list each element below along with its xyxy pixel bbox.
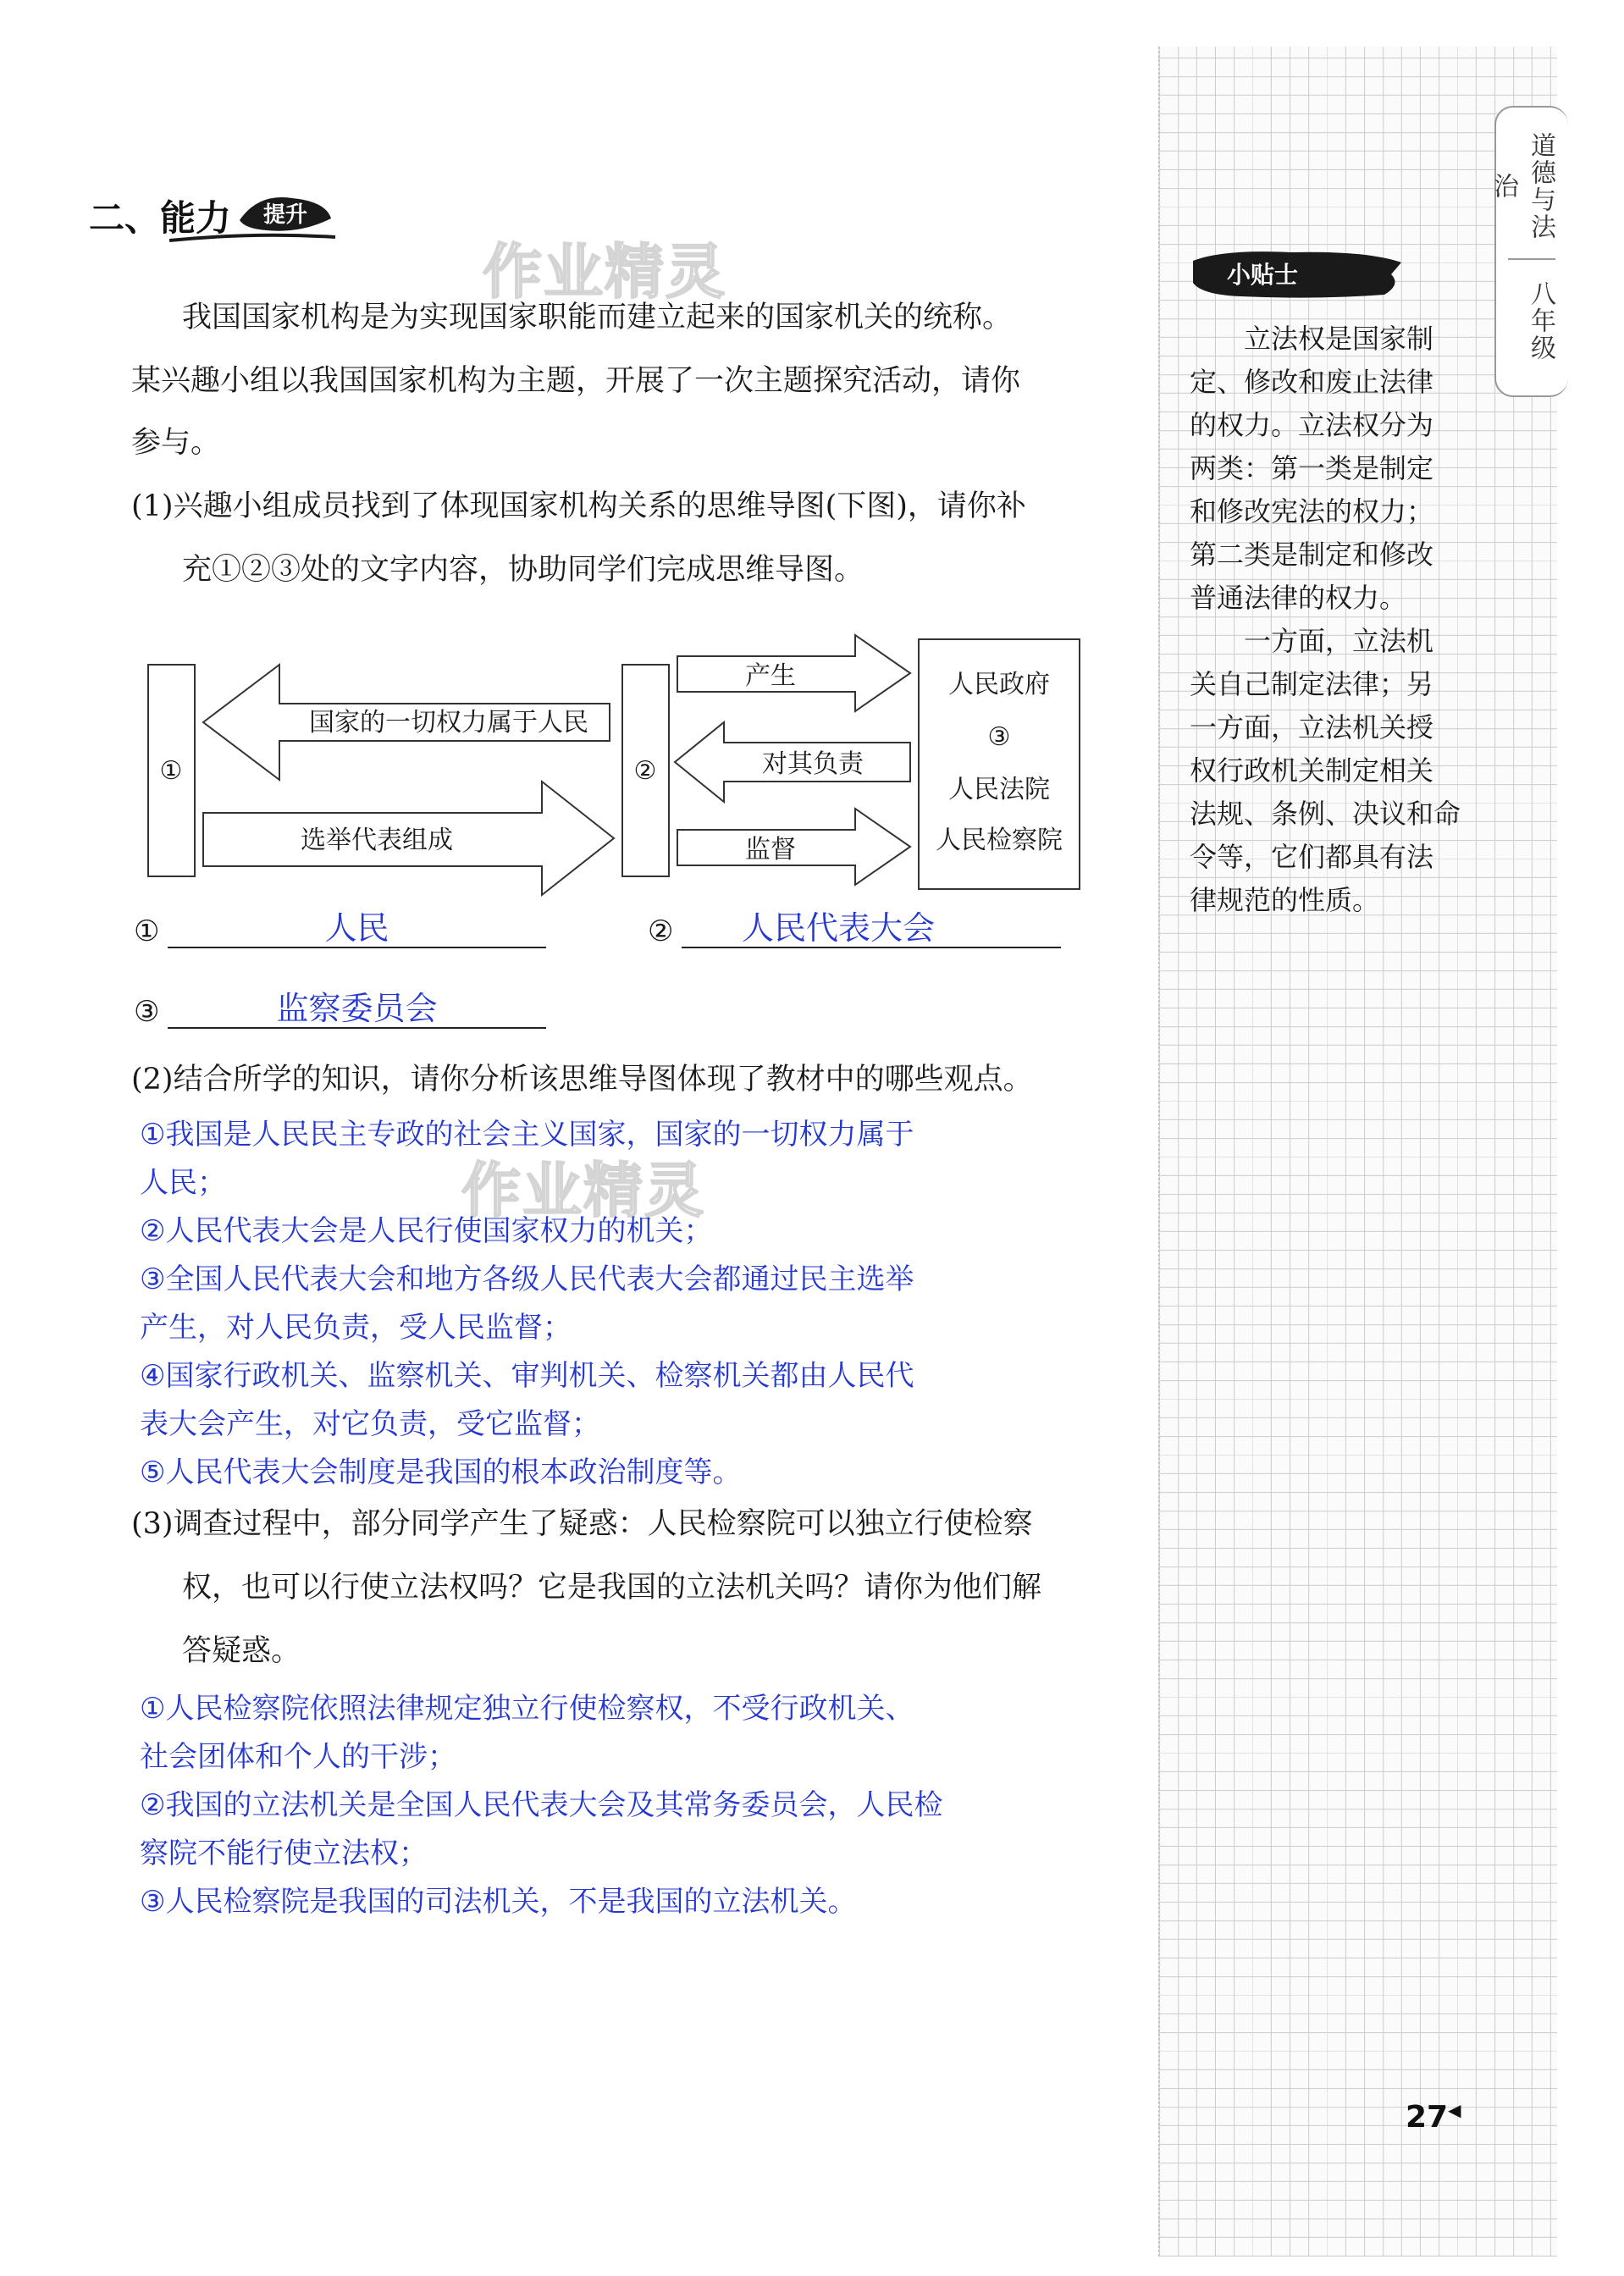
- q3-answer-line-2: 社会团体和个人的干涉；: [140, 1740, 456, 1774]
- box-1-label: ①: [159, 756, 183, 786]
- q1-line-1: (1)兴趣小组成员找到了体现国家机构关系的思维导图(下图)，请你补: [131, 489, 1026, 523]
- q3-line-1: (3)调查过程中，部分同学产生了疑惑：人民检察院可以独立行使检察: [131, 1507, 1033, 1541]
- arrow-supervise-label: 监督: [745, 835, 796, 865]
- page-number-value: 27: [1406, 2100, 1449, 2135]
- fill-answer-3: 监察委员会: [276, 990, 438, 1027]
- tab-separator: [1508, 258, 1555, 260]
- q3-line-3: 答疑惑。: [182, 1634, 301, 1668]
- heading-swoosh: [169, 229, 339, 246]
- organ-placeholder-3: ③: [987, 722, 1011, 752]
- arrow-produce-label: 产生: [745, 661, 796, 691]
- fill-label-2: ②: [648, 914, 674, 948]
- box-2-label: ②: [633, 756, 657, 786]
- organ-government: 人民政府: [948, 670, 1050, 699]
- q2-answer-line-1: ①我国是人民民主专政的社会主义国家，国家的一切权力属于: [140, 1118, 914, 1152]
- intro-line-2: 某兴趣小组以我国国家机构为主题，开展了一次主题探究活动，请你: [131, 364, 1021, 398]
- q2-question: (2)结合所学的知识，请你分析该思维导图体现了教材中的哪些观点。: [131, 1063, 1033, 1097]
- q2-answer-line-3: ②人民代表大会是人民行使国家权力的机关；: [140, 1214, 713, 1248]
- tip-body: [1190, 318, 1469, 922]
- tip-p2-line-7: 律规范的性质。: [1190, 884, 1380, 916]
- tip-p2-line-2: 关自己制定法律；另: [1190, 668, 1434, 700]
- tip-p1-line-2: 定、修改和废止法律: [1190, 366, 1434, 398]
- tip-p2-line-5: 法规、条例、决议和命: [1190, 798, 1461, 830]
- tip-p1-line-6: 第二类是制定和修改: [1190, 539, 1434, 571]
- sidebar-tab: [1489, 106, 1568, 397]
- q1-line-2: 充①②③处的文字内容，协助同学们完成思维导图。: [182, 553, 864, 587]
- q2-answer-line-7: 表大会产生，对它负责，受它监督；: [140, 1407, 600, 1441]
- tip-p1-line-3: 的权力。立法权分为: [1190, 409, 1434, 441]
- mind-map-diagram: [140, 631, 1101, 902]
- section-badge-text: 提升: [262, 202, 308, 228]
- section-heading: 二、能力: [89, 197, 232, 239]
- tip-p2-line-6: 令等，它们都具有法: [1190, 841, 1434, 873]
- arrow-responsible-label: 对其负责: [762, 749, 864, 779]
- fill-answer-2: 人民代表大会: [741, 909, 935, 947]
- arrow-power-label: 国家的一切权力属于人民: [309, 708, 588, 737]
- tip-p1-line-4: 两类：第一类是制定: [1190, 452, 1434, 484]
- fill-label-1: ①: [134, 914, 160, 948]
- q3-line-2: 权，也可以行使立法权吗？它是我国的立法机关吗？请你为他们解: [182, 1571, 1042, 1605]
- tip-title-text: 小贴士: [1226, 261, 1299, 289]
- fill-label-3: ③: [134, 995, 160, 1029]
- tip-p1-line-1: 立法权是国家制: [1244, 323, 1434, 355]
- q2-answer-line-8: ⑤人民代表大会制度是我国的根本政治制度等。: [140, 1456, 742, 1489]
- page-number: [1406, 2100, 1461, 2135]
- tip-p1-line-5: 和修改宪法的权力；: [1190, 495, 1434, 528]
- q2-answer-line-2: 人民；: [140, 1166, 226, 1200]
- watermark-middle: 作业精灵: [461, 1156, 705, 1225]
- page-marker-icon: ◀: [1448, 2100, 1461, 2120]
- arrow-elect-label: 选举代表组成: [301, 826, 453, 855]
- tip-p2-line-3: 一方面，立法机关授: [1190, 711, 1434, 743]
- watermark-top: 作业精灵: [483, 237, 726, 307]
- subject-label: 道德与法治: [1489, 132, 1555, 240]
- grade-label: 八年级: [1526, 280, 1555, 362]
- organ-court: 人民法院: [948, 775, 1050, 804]
- q3-answer-line-3: ②我国的立法机关是全国人民代表大会及其常务委员会，人民检: [140, 1788, 943, 1822]
- tip-p2-line-1: 一方面，立法机: [1244, 625, 1434, 657]
- q2-answer-line-4: ③全国人民代表大会和地方各级人民代表大会都通过民主选举: [140, 1262, 914, 1296]
- tip-p2-line-4: 权行政机关制定相关: [1190, 754, 1434, 787]
- q3-answer-line-1: ①人民检察院依照法律规定独立行使检察权，不受行政机关、: [140, 1692, 914, 1726]
- q3-answer-line-5: ③人民检察院是我国的司法机关，不是我国的立法机关。: [140, 1885, 857, 1919]
- q2-answer-line-6: ④国家行政机关、监察机关、审判机关、检察机关都由人民代: [140, 1359, 914, 1393]
- fill-answer-1: 人民: [324, 909, 389, 947]
- intro-line-1: 我国国家机构是为实现国家职能而建立起来的国家机关的统称。: [182, 301, 1013, 334]
- organ-procuratorate: 人民检察院: [936, 826, 1063, 855]
- tip-p1-line-7: 普通法律的权力。: [1190, 582, 1407, 614]
- tip-title-tag: [1190, 244, 1410, 303]
- q2-answer-line-5: 产生，对人民负责，受人民监督；: [140, 1311, 572, 1345]
- q3-answer-line-4: 察院不能行使立法权；: [140, 1837, 428, 1870]
- intro-line-3: 参与。: [131, 426, 221, 460]
